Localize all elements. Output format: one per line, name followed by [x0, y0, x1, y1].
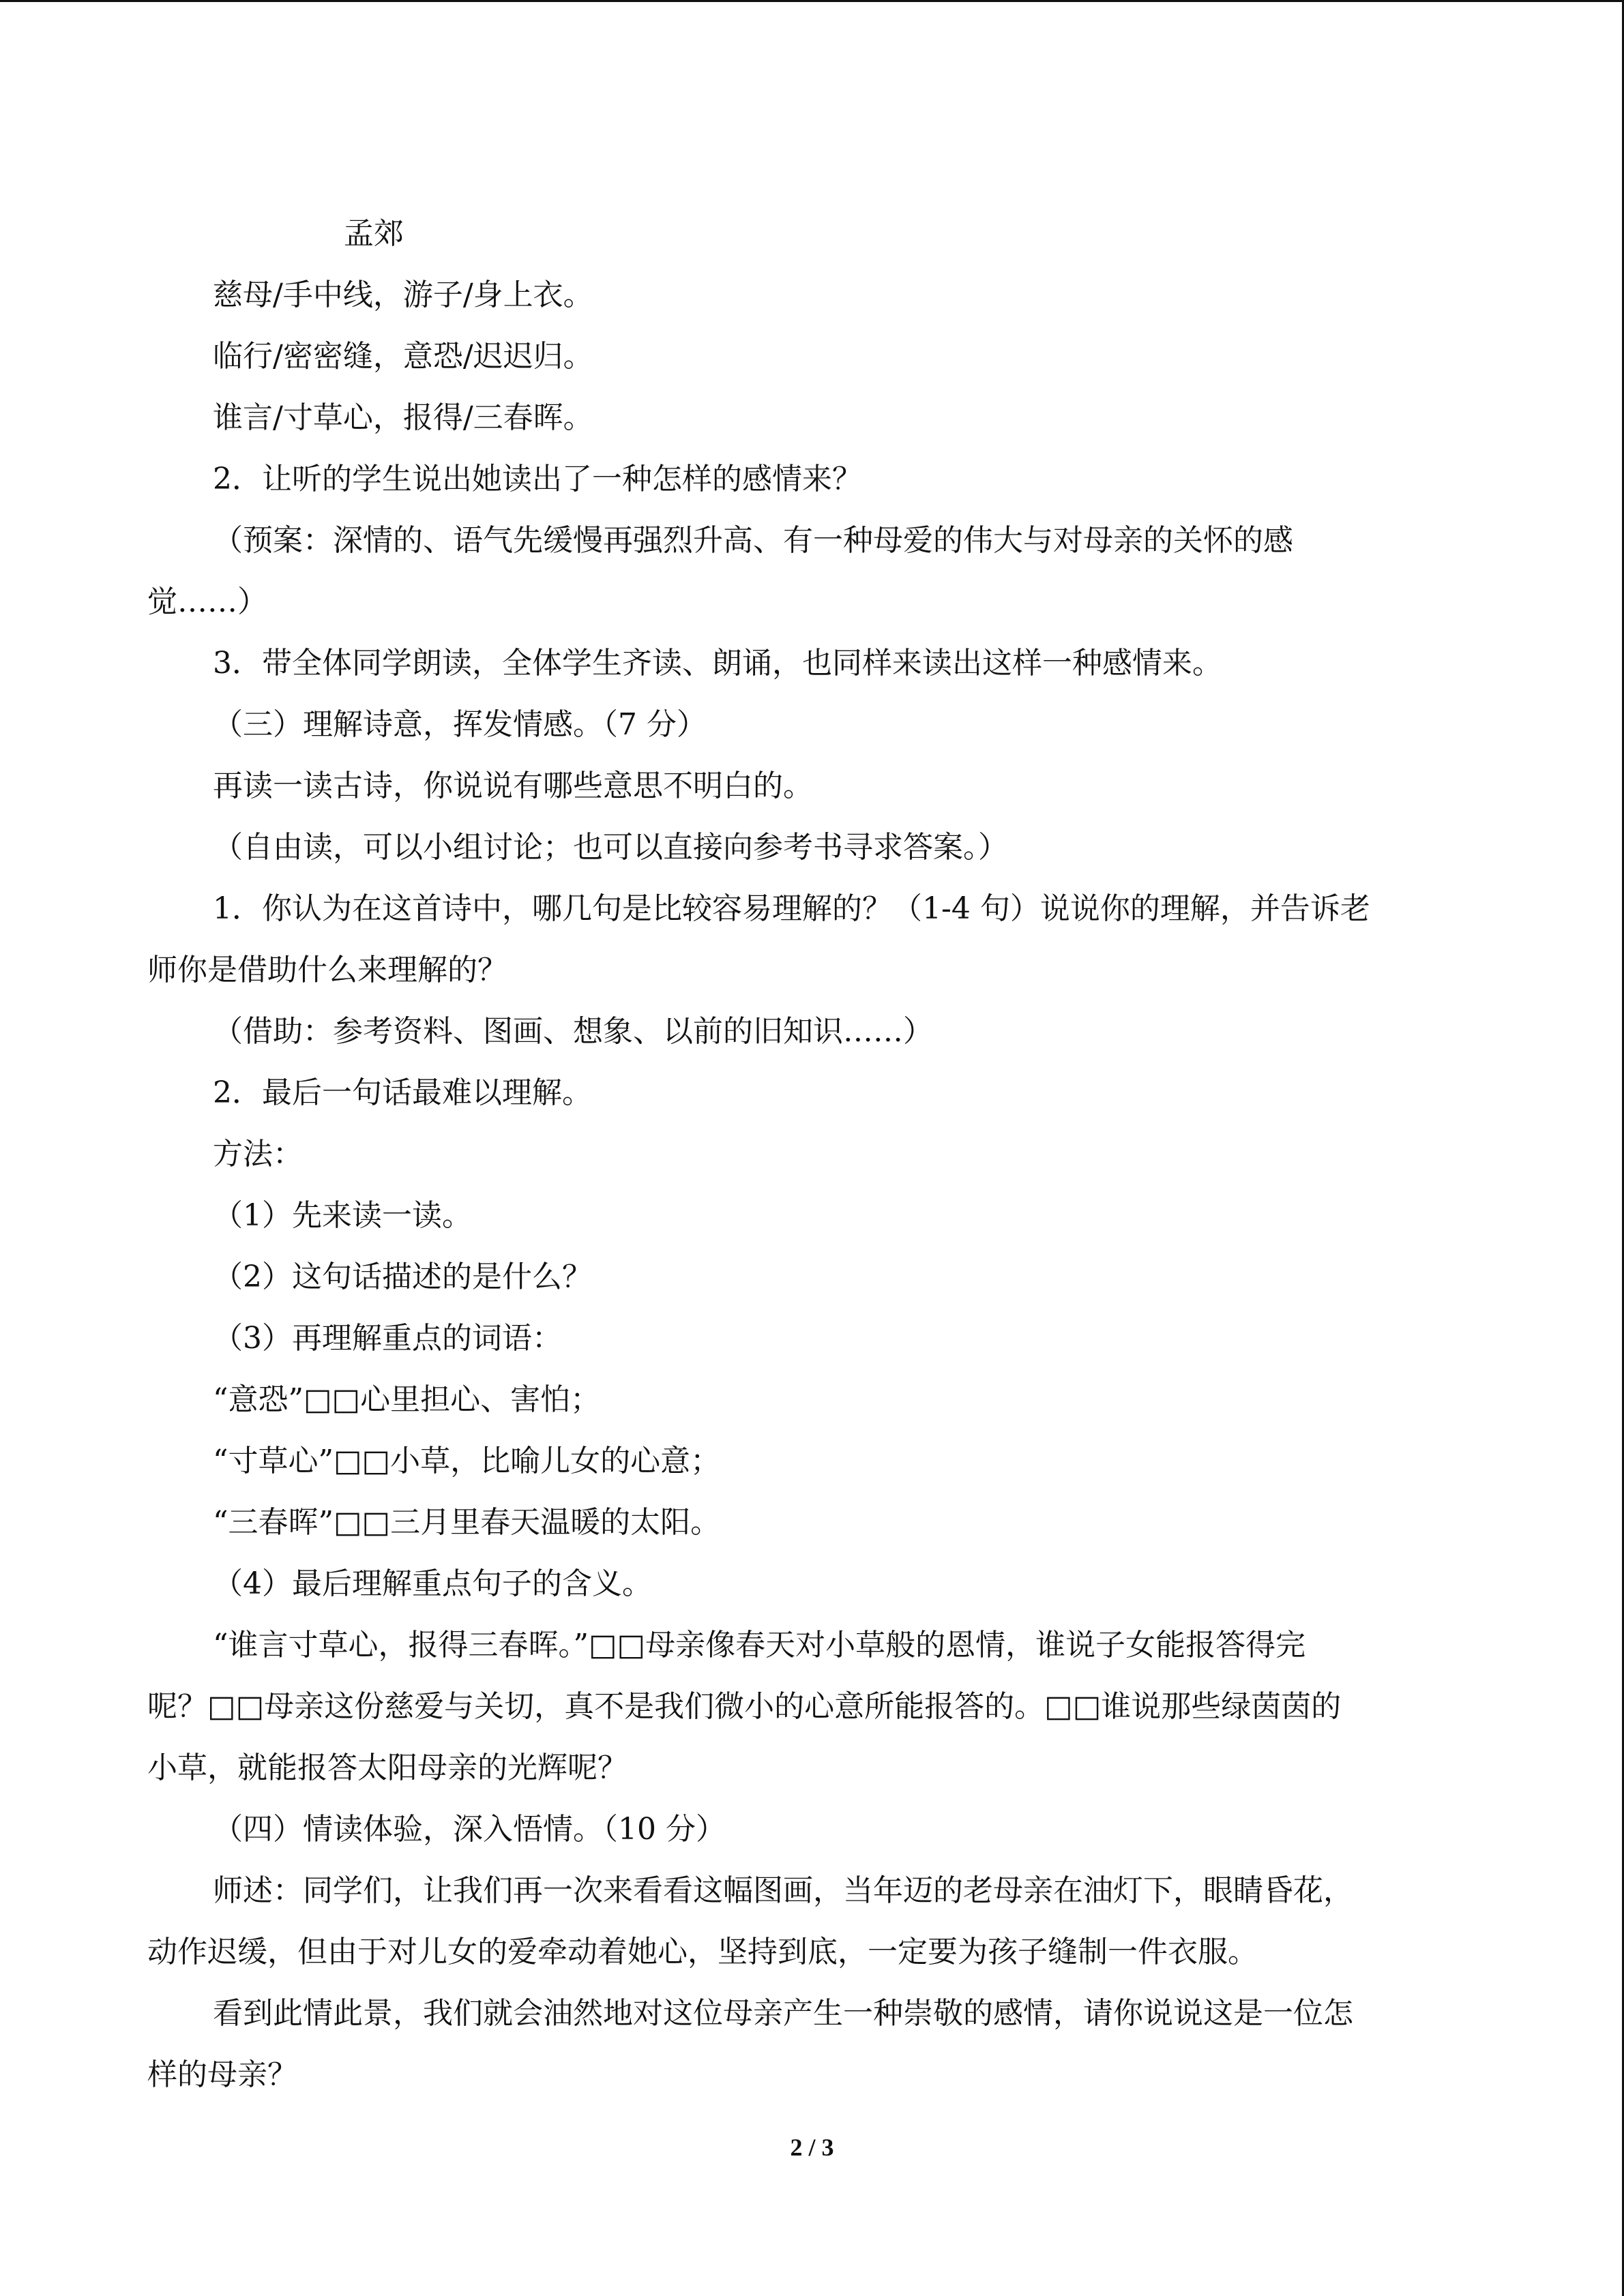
teacher-narration-line-2: 动作迟缓，但由于对儿女的爱牵动着她心，坚持到底，一定要为孩子缝制一件衣服。	[147, 1935, 1258, 1969]
method-step-2: （2）这句话描述的是什么？	[213, 1259, 592, 1294]
method-step-1: （1）先来读一读。	[213, 1198, 472, 1233]
step-2-question: 2．让听的学生说出她读出了一种怎样的感情来？	[213, 462, 862, 496]
question-1-line-2: 师你是借助什么来理解的？	[147, 953, 507, 987]
aids-note: （借助：参考资料、图画、想象、以前的旧知识……）	[213, 1014, 933, 1049]
poem-line-1: 慈母/手中线，游子/身上衣。	[213, 278, 593, 312]
term-cuncaoxin: “寸草心”□□小草，比喻儿女的心意；	[213, 1444, 721, 1478]
poem-author: 孟郊	[344, 216, 404, 251]
question-1-line-1: 1．你认为在这首诗中，哪几句是比较容易理解的？（1-4 句）说说你的理解，并告诉老	[213, 891, 1370, 926]
document-body	[147, 203, 1468, 2106]
section-3-heading: （三）理解诗意，挥发情感。（7 分）	[213, 707, 707, 742]
explanation-line-2: 呢？□□母亲这份慈爱与关切，真不是我们微小的心意所能报答的。□□谁说那些绿茵茵的	[147, 1689, 1342, 1724]
method-label: 方法：	[213, 1137, 303, 1172]
reread-prompt: 再读一读古诗，你说说有哪些意思不明白的。	[213, 769, 813, 803]
poem-line-3: 谁言/寸草心，报得/三春晖。	[213, 400, 593, 435]
page-number: 2 / 3	[790, 2134, 834, 2161]
teacher-narration-line-1: 师述：同学们，让我们再一次来看看这幅图画，当年迈的老母亲在油灯下，眼睛昏花，	[213, 1873, 1353, 1908]
explanation-line-3: 小草，就能报答太阳母亲的光辉呢？	[147, 1750, 628, 1785]
section-4-heading: （四）情读体验，深入悟情。（10 分）	[213, 1812, 726, 1847]
free-reading-note: （自由读，可以小组讨论；也可以直接向参考书寻求答案。）	[213, 830, 1008, 865]
answer-plan-line-1: （预案：深情的、语气先缓慢再强烈升高、有一种母爱的伟大与对母亲的关怀的感	[213, 523, 1293, 558]
poem-line-2: 临行/密密缝，意恐/迟迟归。	[213, 339, 593, 374]
term-sanchunhui: “三春晖”□□三月里春天温暖的太阳。	[213, 1505, 721, 1540]
explanation-line-1: “谁言寸草心，报得三春晖。”□□母亲像春天对小草般的恩情，谁说子女能报答得完	[213, 1628, 1306, 1663]
closing-question-line-2: 样的母亲？	[147, 2057, 297, 2092]
step-3-reading: 3．带全体同学朗读，全体学生齐读、朗诵，也同样来读出这样一种感情来。	[213, 646, 1222, 681]
method-step-3: （3）再理解重点的词语：	[213, 1321, 562, 1356]
closing-question-line-1: 看到此情此景，我们就会油然地对这位母亲产生一种崇敬的感情，请你说说这是一位怎	[213, 1996, 1353, 2031]
page-top-border	[0, 0, 1624, 2]
method-step-4: （4）最后理解重点句子的含义。	[213, 1566, 652, 1601]
term-yikong: “意恐”□□心里担心、害怕；	[213, 1382, 601, 1417]
answer-plan-line-2: 觉……）	[147, 584, 267, 619]
question-2: 2．最后一句话最难以理解。	[213, 1075, 592, 1110]
